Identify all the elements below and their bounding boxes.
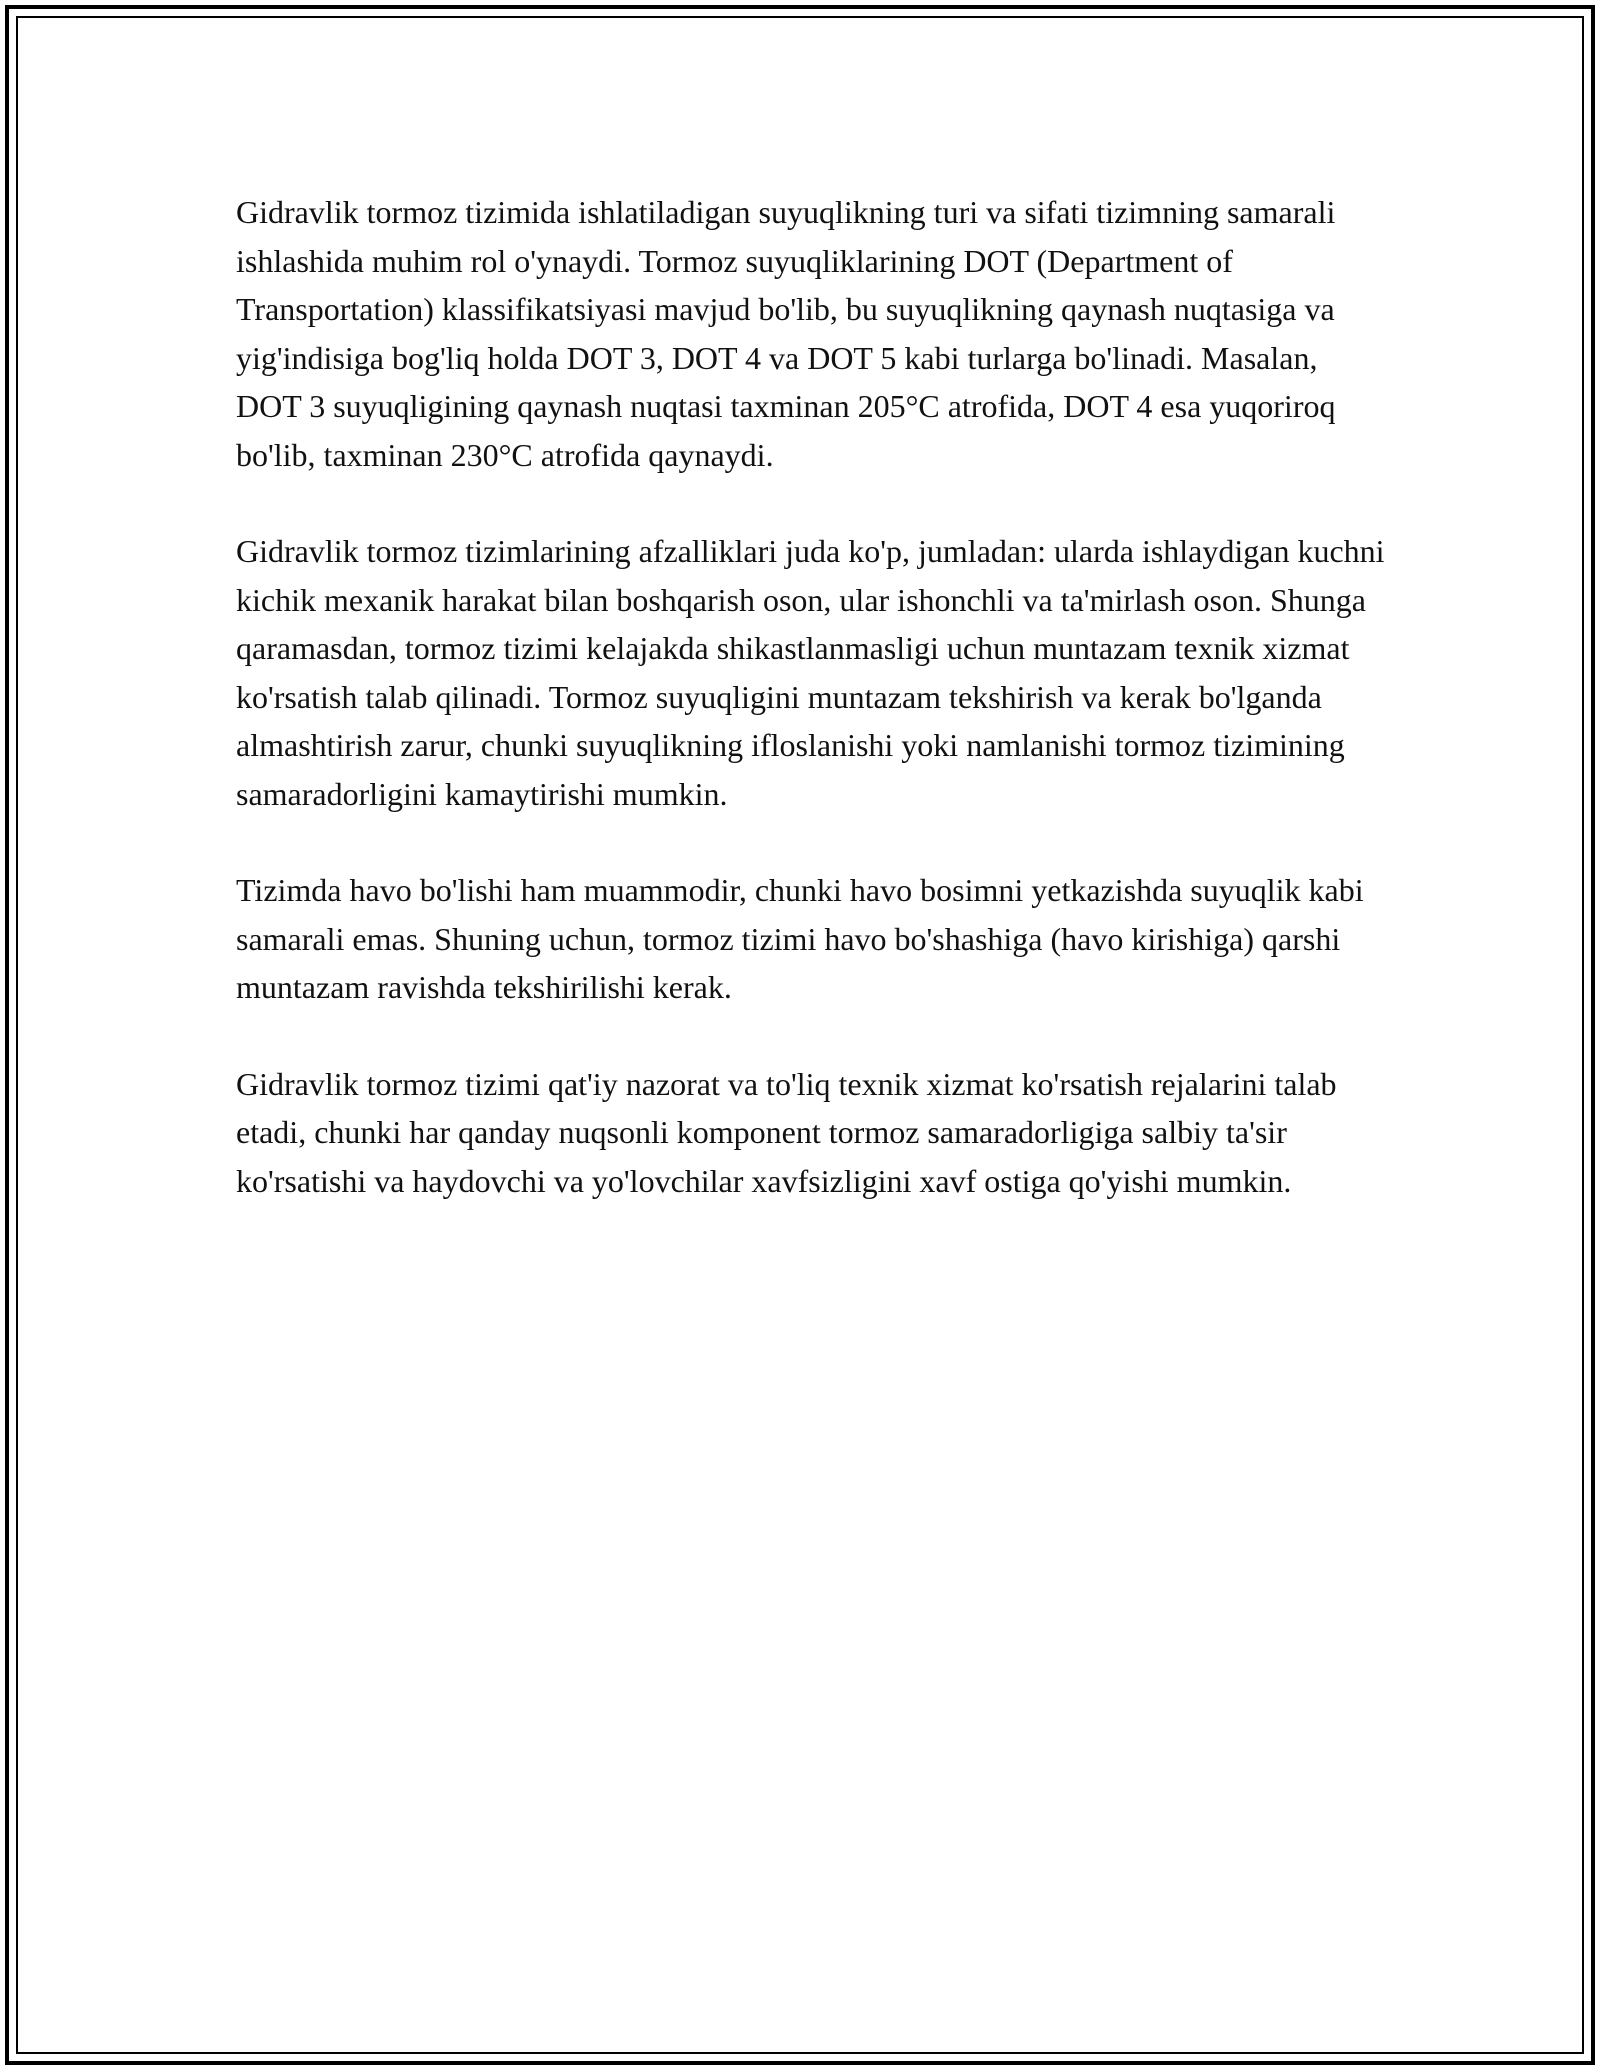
document-body <box>236 188 1386 1253</box>
paragraph-inspection-safety: Gidravlik tormoz tizimi qat'iy nazorat va to'liq texnik xizmat ko'rsatish rejalarini talab etadi, chunki har qanday nuqsonli komponent tormoz samaradorligiga salbiy ta'sir ko'rsatishi va haydovchi va yo'lovchilar xavfsizligini xavf ostiga qo'yishi mumkin. <box>236 1065 1337 1199</box>
paragraph-advantages-maintenance: Gidravlik tormoz tizimlarining afzalliklari juda ko'p, jumladan: ularda ishlaydigan kuchni kichik mexanik harakat bilan boshqarish oson, ular ishonchli va ta'mirlash oson. Shunga qaramasdan, tormoz tizimi kelajakda shikastlanmasligi uchun muntazam texnik xizmat ko'rsatish talab qilinadi. Tormoz suyuqligini muntazam tekshirish va kerak bo'lganda almashtirish zarur, chunki suyuqlikning ifloslanishi yoki namlanishi tormoz tizimining samaradorligini kamaytirishi mumkin. <box>236 533 1385 812</box>
paragraph-air-in-system: Tizimda havo bo'lishi ham muammodir, chunki havo bosimni yetkazishda suyuqlik kabi samarali emas. Shuning uchun, tormoz tizimi havo bo'shashiga (havo kirishiga) qarshi muntazam ravishda tekshirilishi kerak. <box>236 872 1364 1005</box>
paragraph-brake-fluid-types: Gidravlik tormoz tizimida ishlatiladigan suyuqlikning turi va sifati tizimning samarali ishlashida muhim rol o'ynaydi. Tormoz suyuqliklarining DOT (Department of Transportation) klassifikatsiyasi mavjud bo'lib, bu suyuqlikning qaynash nuqtasiga va yig'indisiga bog'liq holda DOT 3, DOT 4 va DOT 5 kabi turlarga bo'linadi. Masalan, DOT 3 suyuqligining qaynash nuqtasi taxminan 205°C atrofida, DOT 4 esa yuqoriroq bo'lib, taxminan 230°C atrofida qaynaydi. <box>236 194 1336 473</box>
